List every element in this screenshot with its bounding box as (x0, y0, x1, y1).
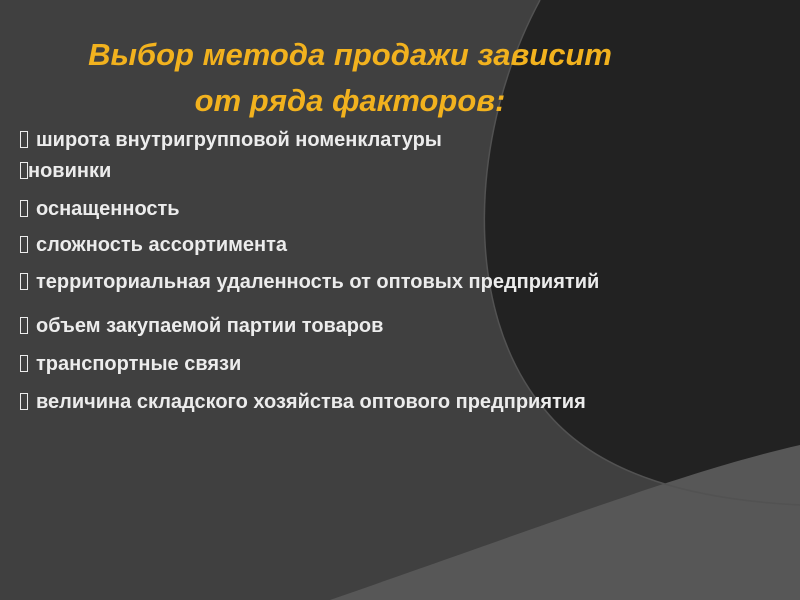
bullet-box-icon (20, 317, 28, 334)
list-item (20, 390, 586, 414)
list-item (20, 233, 287, 257)
list-item-text: широта внутригрупповой номенклатуры (36, 129, 442, 151)
list-item (20, 352, 241, 376)
title-line-2: от ряда факторов: (194, 83, 506, 118)
list-item-text: сложность ассортимента (36, 234, 288, 256)
list-item-text: объем закупаемой партии товаров (36, 315, 384, 337)
bullet-box-icon (20, 393, 28, 410)
list-item-text: новинки (28, 160, 112, 182)
list-item-text: величина складского хозяйства оптового предприятия (36, 391, 586, 413)
list-item-text: транспортные связи (36, 353, 242, 375)
list-item-text: оснащенность (36, 198, 180, 220)
list-item (20, 159, 111, 183)
bullet-box-icon (20, 200, 28, 217)
bullet-box-icon (20, 131, 28, 148)
list-item (20, 197, 180, 221)
bullet-box-icon (20, 273, 28, 290)
title-line-1: Выбор метода продажи зависит (88, 37, 612, 72)
list-item (20, 314, 383, 338)
list-item (20, 270, 599, 294)
list-item-text: территориальная удаленность от оптовых предприятий (36, 271, 600, 293)
bullet-box-icon (20, 162, 28, 179)
bullet-box-icon (20, 355, 28, 372)
bullet-box-icon (20, 236, 28, 253)
list-item (20, 128, 442, 152)
